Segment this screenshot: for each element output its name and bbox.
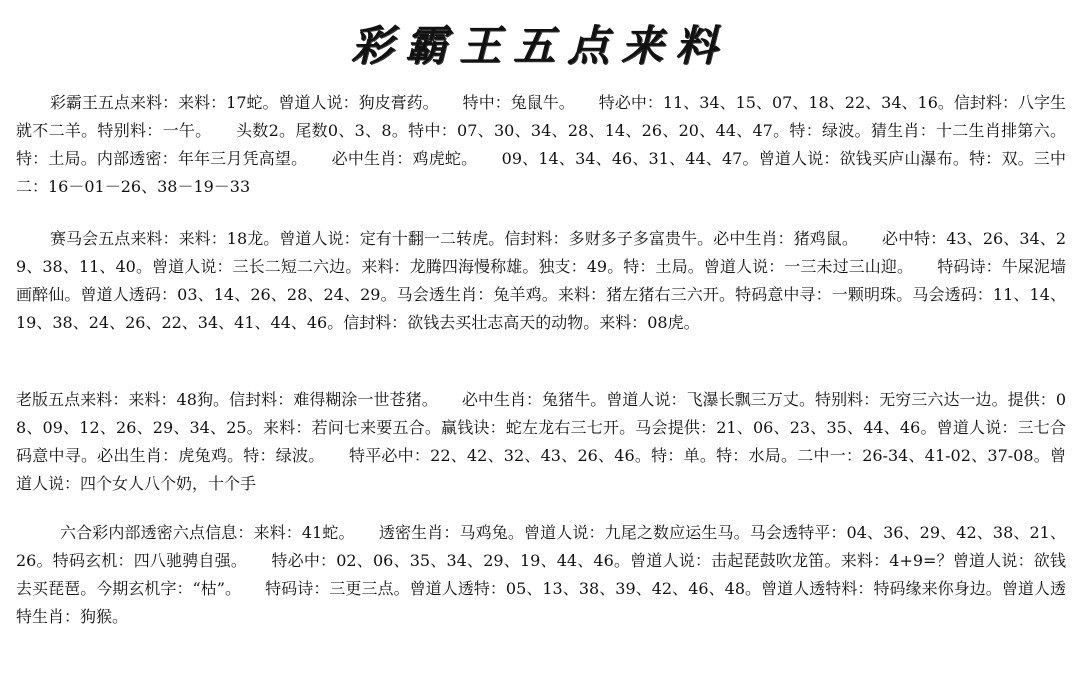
section-laoban: 老版五点来料：来料：48狗。信封料：难得糊涂一世苍猪。 必中生肖：兔猪牛。曾道人说：飞瀑长飘三万丈。特别料：无穷三六达一边。提供：08、09、12、26、29、34、25。来料：若问七来要五合。赢钱诀：蛇左龙右三七开。马会提供：21、06、23、35、44、46。曾道人说：三七合码意中寻。必出生肖：虎兔鸡。特：绿波。 特平必中：22、42、32、43、26、46。特：单。特：水局。二中一：26-34、41-02、37-08。曾道人说：四个女人八个奶，十个手: [16, 390, 1066, 493]
section-liuhecai: 六合彩内部透密六点信息：来料：41蛇。 透密生肖：马鸡兔。曾道人说：九尾之数应运生马。马会透特平：04、36、29、42、38、21、26。特码玄机：四八驰骋自强。 特必中：02、06、35、34、29、19、44、46。曾道人说：击起琵鼓吹龙笛。来料：4+9=？曾道人说：欲钱去买琵琶。今期玄机字：“枯”。 特码诗：三更三点。曾道人透特：05、13、38、39、42、46、48。曾道人透特料：特码缘来你身边。曾道人透特生肖：狗猴。: [16, 523, 1066, 626]
section-saimahui: 赛马会五点来料：来料：18龙。曾道人说：定有十翻一二转虎。信封料：多财多子多富贵牛。必中生肖：猪鸡鼠。 必中特：43、26、34、29、38、11、40。曾道人说：三长二短二六边。来料：龙腾四海慢称雄。独支：49。特：土局。曾道人说：一三未过三山迎。 特码诗：牛屎泥墙画醉仙。曾道人透码：03、14、26、28、24、29。马会透生肖：兔羊鸡。来料：猪左猪右三六开。特码意中寻：一颗明珠。马会透码：11、14、19、38、24、26、22、34、41、44、46。信封料：欲钱去买壮志高天的动物。来料：08虎。: [16, 229, 1066, 332]
section-caibawang: 彩霸王五点来料：来料：17蛇。曾道人说：狗皮膏药。 特中：兔鼠牛。 特必中：11、34、15、07、18、22、34、16。信封料：八字生就不二羊。特别料：一午。 头数2。尾数0、3、8。特中：07、30、34、28、14、26、20、44、47。特：绿波。猜生肖：十二生肖排第六。特：土局。内部透密：年年三月凭高望。 必中生肖：鸡虎蛇。 09、14、34、46、31、44、47。曾道人说：欲钱买庐山瀑布。特：双。三中二：16－01－26、38－19－33: [16, 93, 1066, 196]
page-title: 彩霸王五点来料: [350, 21, 729, 70]
